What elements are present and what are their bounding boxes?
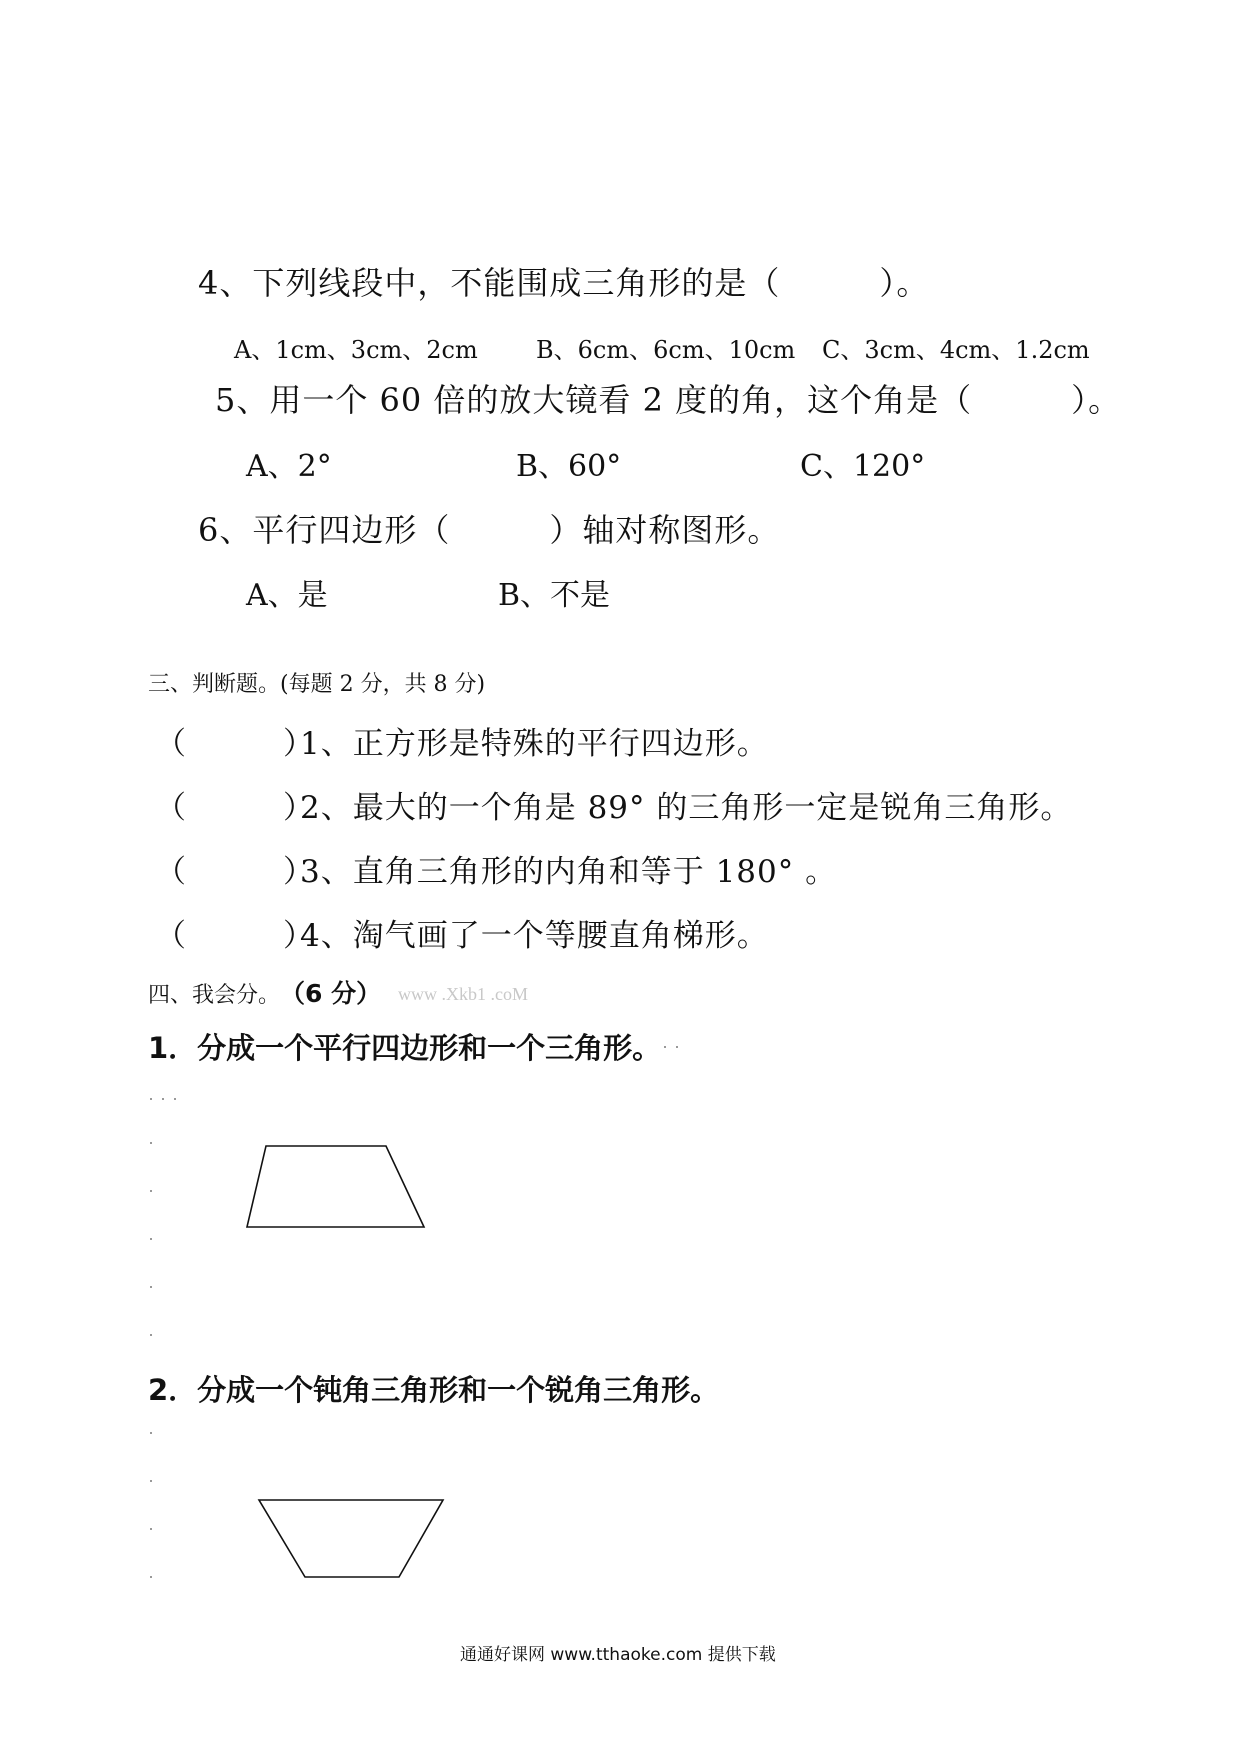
divide-task-2: 2．分成一个钝角三角形和一个锐角三角形。 (148, 1373, 720, 1407)
divide-task-1: 1．分成一个平行四边形和一个三角形。 (148, 1031, 662, 1065)
question-4-option-c: C、3cm、4cm、1.2cm (822, 336, 1090, 364)
judge-item-4-text: 4、淘气画了一个等腰直角梯形。 (300, 918, 769, 954)
question-6-option-b: B、不是 (498, 578, 611, 613)
question-5-option-c: C、120° (800, 449, 926, 484)
judge-item-3-blank: （ ） (155, 854, 315, 890)
question-6-option-a: A、是 (246, 578, 328, 613)
question-5-option-b: B、60° (516, 449, 622, 484)
watermark-text: www .Xkb1 .coM (398, 984, 528, 1004)
judge-item-2-blank: （ ） (155, 790, 315, 826)
divide-section-heading: 四、我会分。 (148, 983, 281, 1008)
question-6-stem: 6、平行四边形（ ）轴对称图形。 (198, 511, 781, 549)
divide-section-score: （6 分） (280, 979, 382, 1008)
question-5-stem: 5、用一个 60 倍的放大镜看 2 度的角，这个角是（ ）。 (215, 381, 1122, 419)
judge-item-1-blank: （ ） (155, 726, 315, 762)
question-4-option-b: B、6cm、6cm、10cm (536, 336, 796, 364)
judge-item-1-text: 1、正方形是特殊的平行四边形。 (300, 726, 769, 762)
judge-item-4-blank: （ ） (155, 918, 315, 954)
judge-section-heading: 三、判断题。(每题 2 分，共 8 分) (148, 672, 486, 697)
question-4-stem: 4、下列线段中，不能围成三角形的是（ ）。 (198, 264, 930, 302)
judge-item-3-text: 3、直角三角形的内角和等于 180° 。 (300, 854, 838, 890)
judge-item-2-text: 2、最大的一个角是 89° 的三角形一定是锐角三角形。 (300, 790, 1073, 826)
footer-text: 通通好课网 www.tthaoke.com 提供下载 (460, 1645, 776, 1665)
question-5-option-a: A、2° (246, 449, 332, 484)
question-4-option-a: A、1cm、3cm、2cm (234, 336, 478, 364)
